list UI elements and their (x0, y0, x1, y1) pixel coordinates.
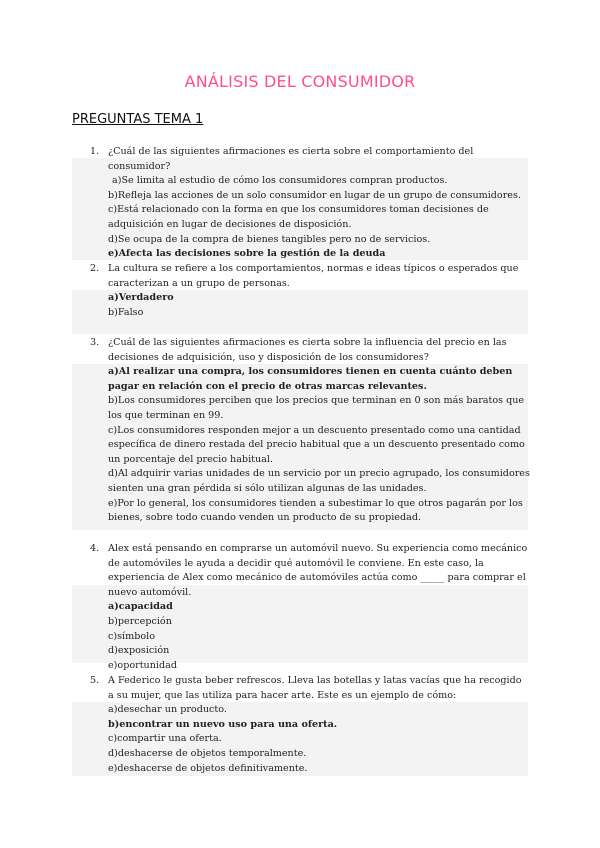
option-c: c)compartir una oferta. (108, 733, 222, 745)
option-d: d)deshacerse de objetos temporalmente. (108, 747, 307, 759)
question-number: 1. (90, 146, 100, 157)
question-stem: A Federico le gusta beber refrescos. Lleva las botellas y latas vacías que ha recogido a su mujer, que las utiliza para hacer arte. Este es un ejemplo de cómo: (108, 675, 522, 701)
question-stem: ¿Cuál de las siguientes afirmaciones es cierta sobre la influencia del precio en las decisiones de adquisición, uso y disposición de los consumidores? (108, 337, 507, 363)
option-b: b)Refleja las acciones de un solo consumidor en lugar de un grupo de consumidores. (108, 189, 521, 201)
option-a: a)Se limita al estudio de cómo los consumidores compran productos. (112, 175, 448, 187)
option-a-correct: a)Al realizar una compra, los consumidores tienen en cuenta cuánto deben pagar en relación con el precio de otras marcas relevantes. (108, 366, 513, 392)
option-b-correct: b)encontrar un nuevo uso para una oferta. (108, 718, 338, 730)
question-4 (90, 542, 530, 673)
question-number: 4. (90, 543, 100, 554)
question-number: 3. (90, 337, 100, 348)
option-e: e)oportunidad (108, 659, 177, 671)
question-number: 5. (90, 675, 100, 686)
section-heading: PREGUNTAS TEMA 1 (72, 112, 204, 127)
question-stem: ¿Cuál de las siguientes afirmaciones es cierta sobre el comportamiento del consumidor? (108, 146, 474, 172)
option-c: c)Los consumidores responden mejor a un descuento presentado como una cantidad específica de dinero restada del precio habitual que a un descuento presentado como un porcentaje del precio habitual. (108, 424, 525, 465)
question-2 (90, 262, 530, 320)
option-b: b)Los consumidores perciben que los precios que terminan en 0 son más baratos que los que terminan en 99. (108, 395, 525, 421)
question-stem: Alex está pensando en comprarse un automóvil nuevo. Su experiencia como mecánico de automóviles le ayuda a decidir qué automóvil le conviene. En este caso, la experiencia de Alex como mecánico de automóviles actúa como _____ para comprar el nuevo automóvil. (108, 543, 528, 598)
option-a-correct: a)Verdadero (108, 292, 174, 304)
question-1 (90, 145, 530, 262)
question-number: 2. (90, 263, 100, 274)
option-d: d)Se ocupa de la compra de bienes tangibles pero no de servicios. (108, 233, 431, 245)
option-a: a)desechar un producto. (108, 704, 227, 716)
question-5 (90, 674, 530, 776)
option-c: c)Está relacionado con la forma en que los consumidores toman decisiones de adquisición en lugar de decisiones de disposición. (108, 204, 489, 230)
page-title: ANÁLISIS DEL CONSUMIDOR (184, 72, 416, 91)
option-e: e)Por lo general, los consumidores tienden a subestimar lo que otros pagarán por los bienes, sobre todo cuando venden un producto de su propiedad. (108, 497, 523, 524)
question-3 (90, 336, 530, 526)
option-b: b)percepción (108, 615, 172, 627)
option-e: e)deshacerse de objetos definitivamente. (108, 762, 308, 774)
question-stem: La cultura se refiere a los comportamientos, normas e ideas típicos o esperados que caracterizan a un grupo de personas. (108, 263, 519, 289)
option-a-correct: a)capacidad (108, 601, 173, 613)
option-e-correct: e)Afecta las decisiones sobre la gestión de la deuda (108, 248, 386, 260)
option-d: d)exposición (108, 645, 170, 657)
option-c: c)símbolo (108, 630, 155, 642)
option-b: b)Falso (108, 306, 144, 318)
option-d: d)Al adquirir varias unidades de un servicio por un precio agrupado, los consumidores sienten una gran pérdida si sólo utilizan algunas de las unidades. (108, 468, 530, 494)
